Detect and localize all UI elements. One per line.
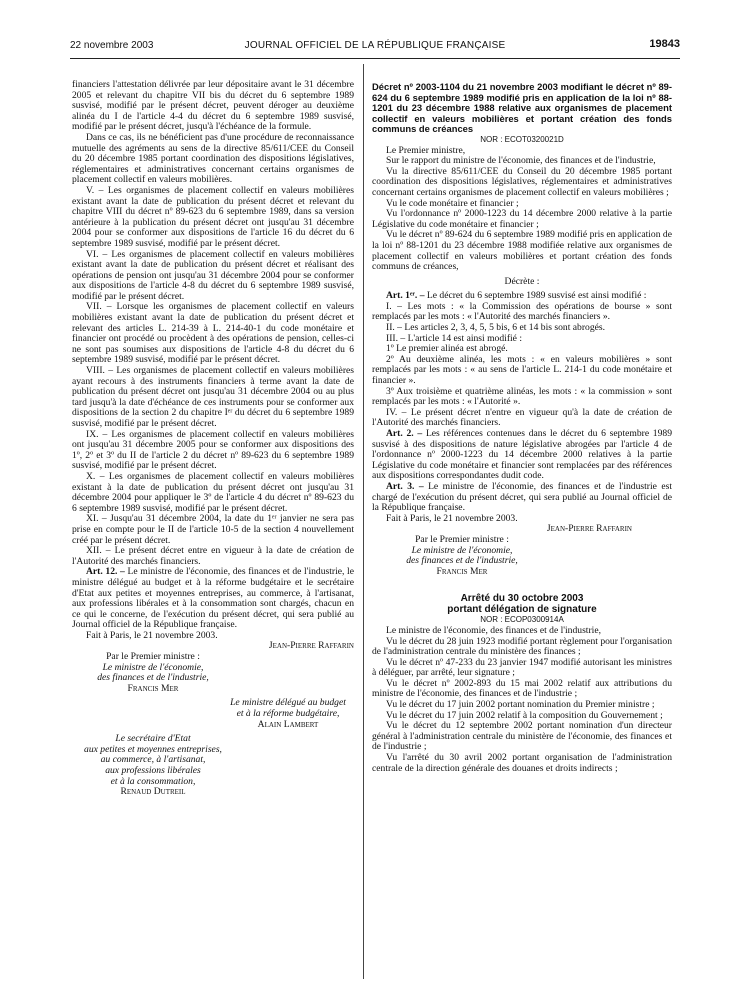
signature-minister-economy: [72, 663, 234, 695]
paragraph: financiers l'attestation délivrée par leur dépositaire avant le 31 décembre 2005 et relevant du chapitre VII bis du décret du 6 septembre 1989 susvisé, modifié par le présent décret, peuvent déroger au deuxième alinéa du I de l'article 4-4 du décret du 6 septembre 1989 susvisé, modifié par le présent décret, jusqu'à l'échéance de la formule.: [72, 79, 354, 133]
decree-title: Décret nº 2003-1104 du 21 novembre 2003 modifiant le décret nº 89-624 du 6 septembre 1989 modifié pris en application de la loi nº 88-1201 du 23 décembre 1988 relative aux organismes de placement collectif en valeurs mobilières et portant création des fonds communs de créances: [372, 81, 672, 135]
minister-title-line: et à la consommation,: [110, 775, 196, 787]
decree-nor: NOR : ECOT0320021D: [480, 134, 564, 144]
minister-name: Francis Mer: [127, 682, 179, 694]
article-item: 2º Au deuxième alinéa, les mots : « en valeurs mobilières » sont remplacés par les mots : « au sens de l'article L. 214-1 du code monétaire et financier ».: [372, 353, 672, 387]
left-column: [72, 80, 354, 798]
paragraph: XII. – Le présent décret entre en vigueur à la date de création de l'Autorité des marchés financiers.: [72, 545, 354, 567]
column-divider: [363, 64, 364, 979]
article-item: III. – L'article 14 est ainsi modifié :: [386, 332, 522, 344]
minister-name: Alain Lambert: [257, 718, 319, 730]
paragraph: Dans ce cas, ils ne bénéficient pas d'une procédure de reconnaissance mutuelle des agréments au sens de la directive 85/611/CEE du Conseil du 20 décembre 1985 portant coordination des dispositions législatives, réglementaires et administratives concernant certains organismes de placement collectif en valeurs mobilières.: [72, 131, 354, 186]
right-column: [372, 82, 672, 774]
article-3-label: Art. 3. –: [386, 480, 424, 492]
minister-title-line: aux professions libérales: [105, 765, 201, 776]
minister-title-line: et à la réforme budgétaire,: [236, 708, 340, 720]
arrete-paragraph: Vu le décret nº 2002-893 du 15 mai 2002 relatif aux attributions du ministre de l'économie, des finances et de l'industrie ;: [372, 677, 672, 700]
minister-name: Francis Mer: [436, 565, 488, 577]
article-12-label: Art. 12. –: [86, 566, 125, 578]
minister-title-line: des finances et de l'industrie,: [406, 555, 518, 567]
minister-title-line: des finances et de l'industrie,: [97, 672, 209, 684]
fait-a-paris: Fait à Paris, le 21 novembre 2003.: [86, 629, 218, 641]
minister-title-line: au commerce, à l'artisanat,: [100, 754, 206, 766]
minister-title-line: Le ministre de l'économie,: [102, 661, 204, 673]
decrete: Décrète :: [504, 275, 540, 287]
paragraph: IX. – Les organismes de placement collectif en valeurs mobilières ont jusqu'au 31 décembre 2005 pour se conformer aux dispositions des 1º, 2º et 3º du II de l'article 2 du décret nº 89-623 du 6 septembre 1989 susvisé, modifié par le présent décret.: [72, 428, 354, 472]
article-item: 1º Le premier alinéa est abrogé.: [386, 343, 508, 355]
arrete-paragraph: Vu le décret du 28 juin 1923 modifié portant règlement pour l'organisation de l'administration centrale du ministère des finances ;: [372, 635, 672, 658]
arrete-paragraph: Vu le décret nº 47-233 du 23 janvier 1947 modifié autorisant les ministres à déléguer, par arrêté, leur signature ;: [372, 656, 672, 679]
page-number: 19843: [649, 38, 680, 50]
arrete-paragraph: Le ministre de l'économie, des finances et de l'industrie,: [386, 624, 601, 636]
article-2-text: Les références contenues dans le décret du 6 septembre 1989 susvisé à des dispositions de nature législative abrogées par l'article 4 de l'ordonnance nº 2000-1223 du 14 décembre 2000 relatives à la partie Législative du code monétaire et financier sont remplacées par des références aux dispositions correspondantes dudit code.: [372, 428, 672, 482]
arrete-paragraph: Vu le décret du 12 septembre 2002 portant nomination d'un directeur général à l'administration centrale du ministère de l'économie, des finances et de l'industrie ;: [372, 720, 672, 753]
article-item: I. – Les mots : « la Commission des opérations de bourse » sont remplacés par les mots : « l'Autorité des marchés financiers ».: [372, 300, 672, 323]
signature-secretary-of-state: [72, 734, 234, 798]
minister-title-line: Le secrétaire d'Etat: [115, 733, 191, 745]
article-1-label: Art. 1ᵉʳ. –: [386, 290, 425, 302]
header-date: 22 novembre 2003: [70, 40, 154, 51]
paragraph: V. – Les organismes de placement collectif en valeurs mobilières existant avant la date de publication du présent décret et relevant du chapitre VIII du décret nº 89-623 du 6 septembre 1989, dans sa version antérieure à la publication du présent décret ont jusqu'au 31 décembre 2004 pour se conformer aux dispositions de l'article 16 du décret du 6 septembre 1989 susvisé, modifié par le présent décret.: [72, 184, 354, 249]
paragraph: VI. – Les organismes de placement collectif en valeurs mobilières existant avant la date de publication du présent décret et réalisant des opérations de pension ont jusqu'au 31 décembre 2004 pour se conformer aux dispositions de l'article 4-8 du décret du 6 septembre 1989 susvisé, modifié par le présent décret.: [72, 248, 354, 302]
intro-line: Vu la directive 85/611/CEE du Conseil du 20 décembre 1985 portant coordination des dispositions législatives, réglementaires et administratives concernant certains organismes de placement collectif en valeurs mobilières ;: [372, 165, 672, 198]
signature-minister-economy: [372, 546, 552, 578]
fait-a-paris: Fait à Paris, le 21 novembre 2003.: [386, 512, 518, 524]
signatory-name: Jean-Pierre Raffarin: [546, 523, 632, 535]
intro-line: Sur le rapport du ministre de l'économie, des finances et de l'industrie,: [386, 155, 656, 167]
paragraph: XI. – Jusqu'au 31 décembre 2004, la date du 1ᵉʳ janvier ne sera pas prise en compte pour le II de l'article 10-5 de la section 4 nouvellement créé par le présent décret.: [72, 513, 354, 546]
arrete-paragraph: Vu le décret du 17 juin 2002 relatif à la composition du Gouvernement ;: [386, 709, 663, 721]
intro-line: Le Premier ministre,: [386, 144, 466, 156]
article-1-text: Le décret du 6 septembre 1989 susvisé est ainsi modifié :: [424, 290, 647, 302]
minister-title-line: Le ministre délégué au budget: [230, 697, 346, 709]
article-12: [72, 567, 354, 631]
arrete-nor: NOR : ECOP0300914A: [480, 615, 564, 625]
paragraph: X. – Les organismes de placement collectif en valeurs mobilières existant à la date de publication du présent décret ont jusqu'au 31 décembre 2004 pour appliquer le 3º de l'article 4 du décret nº 89-623 du 6 septembre 1989 susvisé, modifié par le présent décret.: [72, 470, 354, 514]
header-rule: [70, 58, 680, 59]
article-item: II. – Les articles 2, 3, 4, 5, 5 bis, 6 et 14 bis sont abrogés.: [386, 322, 606, 334]
signature-minister-budget: [222, 698, 354, 730]
minister-name: Renaud Dutreil: [120, 786, 186, 798]
arrete-paragraph: Vu le décret du 17 juin 2002 portant nomination du Premier ministre ;: [386, 699, 655, 711]
paragraph: VII. – Lorsque les organismes de placement collectif en valeurs mobilières existant avant la date de publication du présent décret et relevant des articles L. 214-39 à L. 214-40-1 du code monétaire et financier ont procédé ou procèdent à des opérations de pension, celles-ci ne sont pas soumises aux dispositions de l'article 4-8 du décret du 6 septembre 1989 susvisé, modifié par le présent décret.: [72, 301, 354, 366]
article-item: IV. – Le présent décret n'entre en vigueur qu'à la date de création de l'Autorité des marchés financiers.: [372, 406, 672, 429]
intro-line: Vu l'ordonnance nº 2000-1223 du 14 décembre 2000 relative à la partie Législative du code monétaire et financier ;: [372, 208, 672, 230]
arrete-paragraph: Vu l'arrêté du 30 avril 2002 portant organisation de l'administration centrale de la direction générale des douanes et droits indirects ;: [372, 752, 672, 774]
paragraph: VIII. – Les organismes de placement collectif en valeurs mobilières ayant recours à des instruments financiers à terme avant la date de publication du présent décret ont jusqu'au 31 décembre 2004 ou au plus tard jusqu'à la date d'échéance de ces instruments pour se conformer aux dispositions de la section 2 du chapitre Iᵉʳ du décret du 6 septembre 1989 susvisé, modifié par le présent décret.: [72, 365, 354, 429]
arrete-title-line: Arrêté du 30 octobre 2003: [460, 593, 584, 605]
article-2-label: Art. 2. –: [386, 428, 423, 439]
article-3-text: Le ministre de l'économie, des finances et de l'industrie est chargé de l'exécution du présent décret, qui sera publié au Journal officiel de la République française.: [372, 480, 672, 514]
signatory-name: Jean-Pierre Raffarin: [268, 640, 354, 652]
article-12-text: Le ministre de l'économie, des finances et de l'industrie, le ministre délégué au budget et à la réforme budgétaire et le secrétaire d'Etat aux petites et moyennes entreprises, au commerce, à l'artisanat, aux professions libérales et à la consommation sont chargés, chacun en ce qui le concerne, de l'exécution du présent décret, qui sera publié au Journal officiel de la République française.: [72, 566, 354, 631]
page-header: [70, 38, 680, 56]
par-le-premier-ministre: Par le Premier ministre :: [415, 533, 509, 545]
intro-line: Vu le code monétaire et financier ;: [386, 197, 519, 209]
article-2: [372, 429, 672, 482]
intro-line: Vu le décret nº 89-624 du 6 septembre 1989 modifié pris en application de la loi nº 88-1201 du 23 décembre 1988 modifiée relative aux organismes de placement collectif en valeurs mobilières et portant création des fonds communs de créances,: [372, 229, 672, 273]
journal-title: JOURNAL OFFICIEL DE LA RÉPUBLIQUE FRANÇAISE: [244, 40, 506, 51]
arrete-title-line: portant délégation de signature: [447, 604, 597, 616]
minister-title-line: Le ministre de l'économie,: [411, 544, 513, 556]
minister-title-line: aux petites et moyennes entreprises,: [84, 743, 222, 755]
article-3: [372, 482, 672, 514]
article-item: 3º Aux troisième et quatrième alinéas, les mots : « la commission » sont remplacés par les mots : « l'Autorité ».: [372, 385, 672, 408]
par-le-premier-ministre: Par le Premier ministre :: [106, 651, 200, 663]
